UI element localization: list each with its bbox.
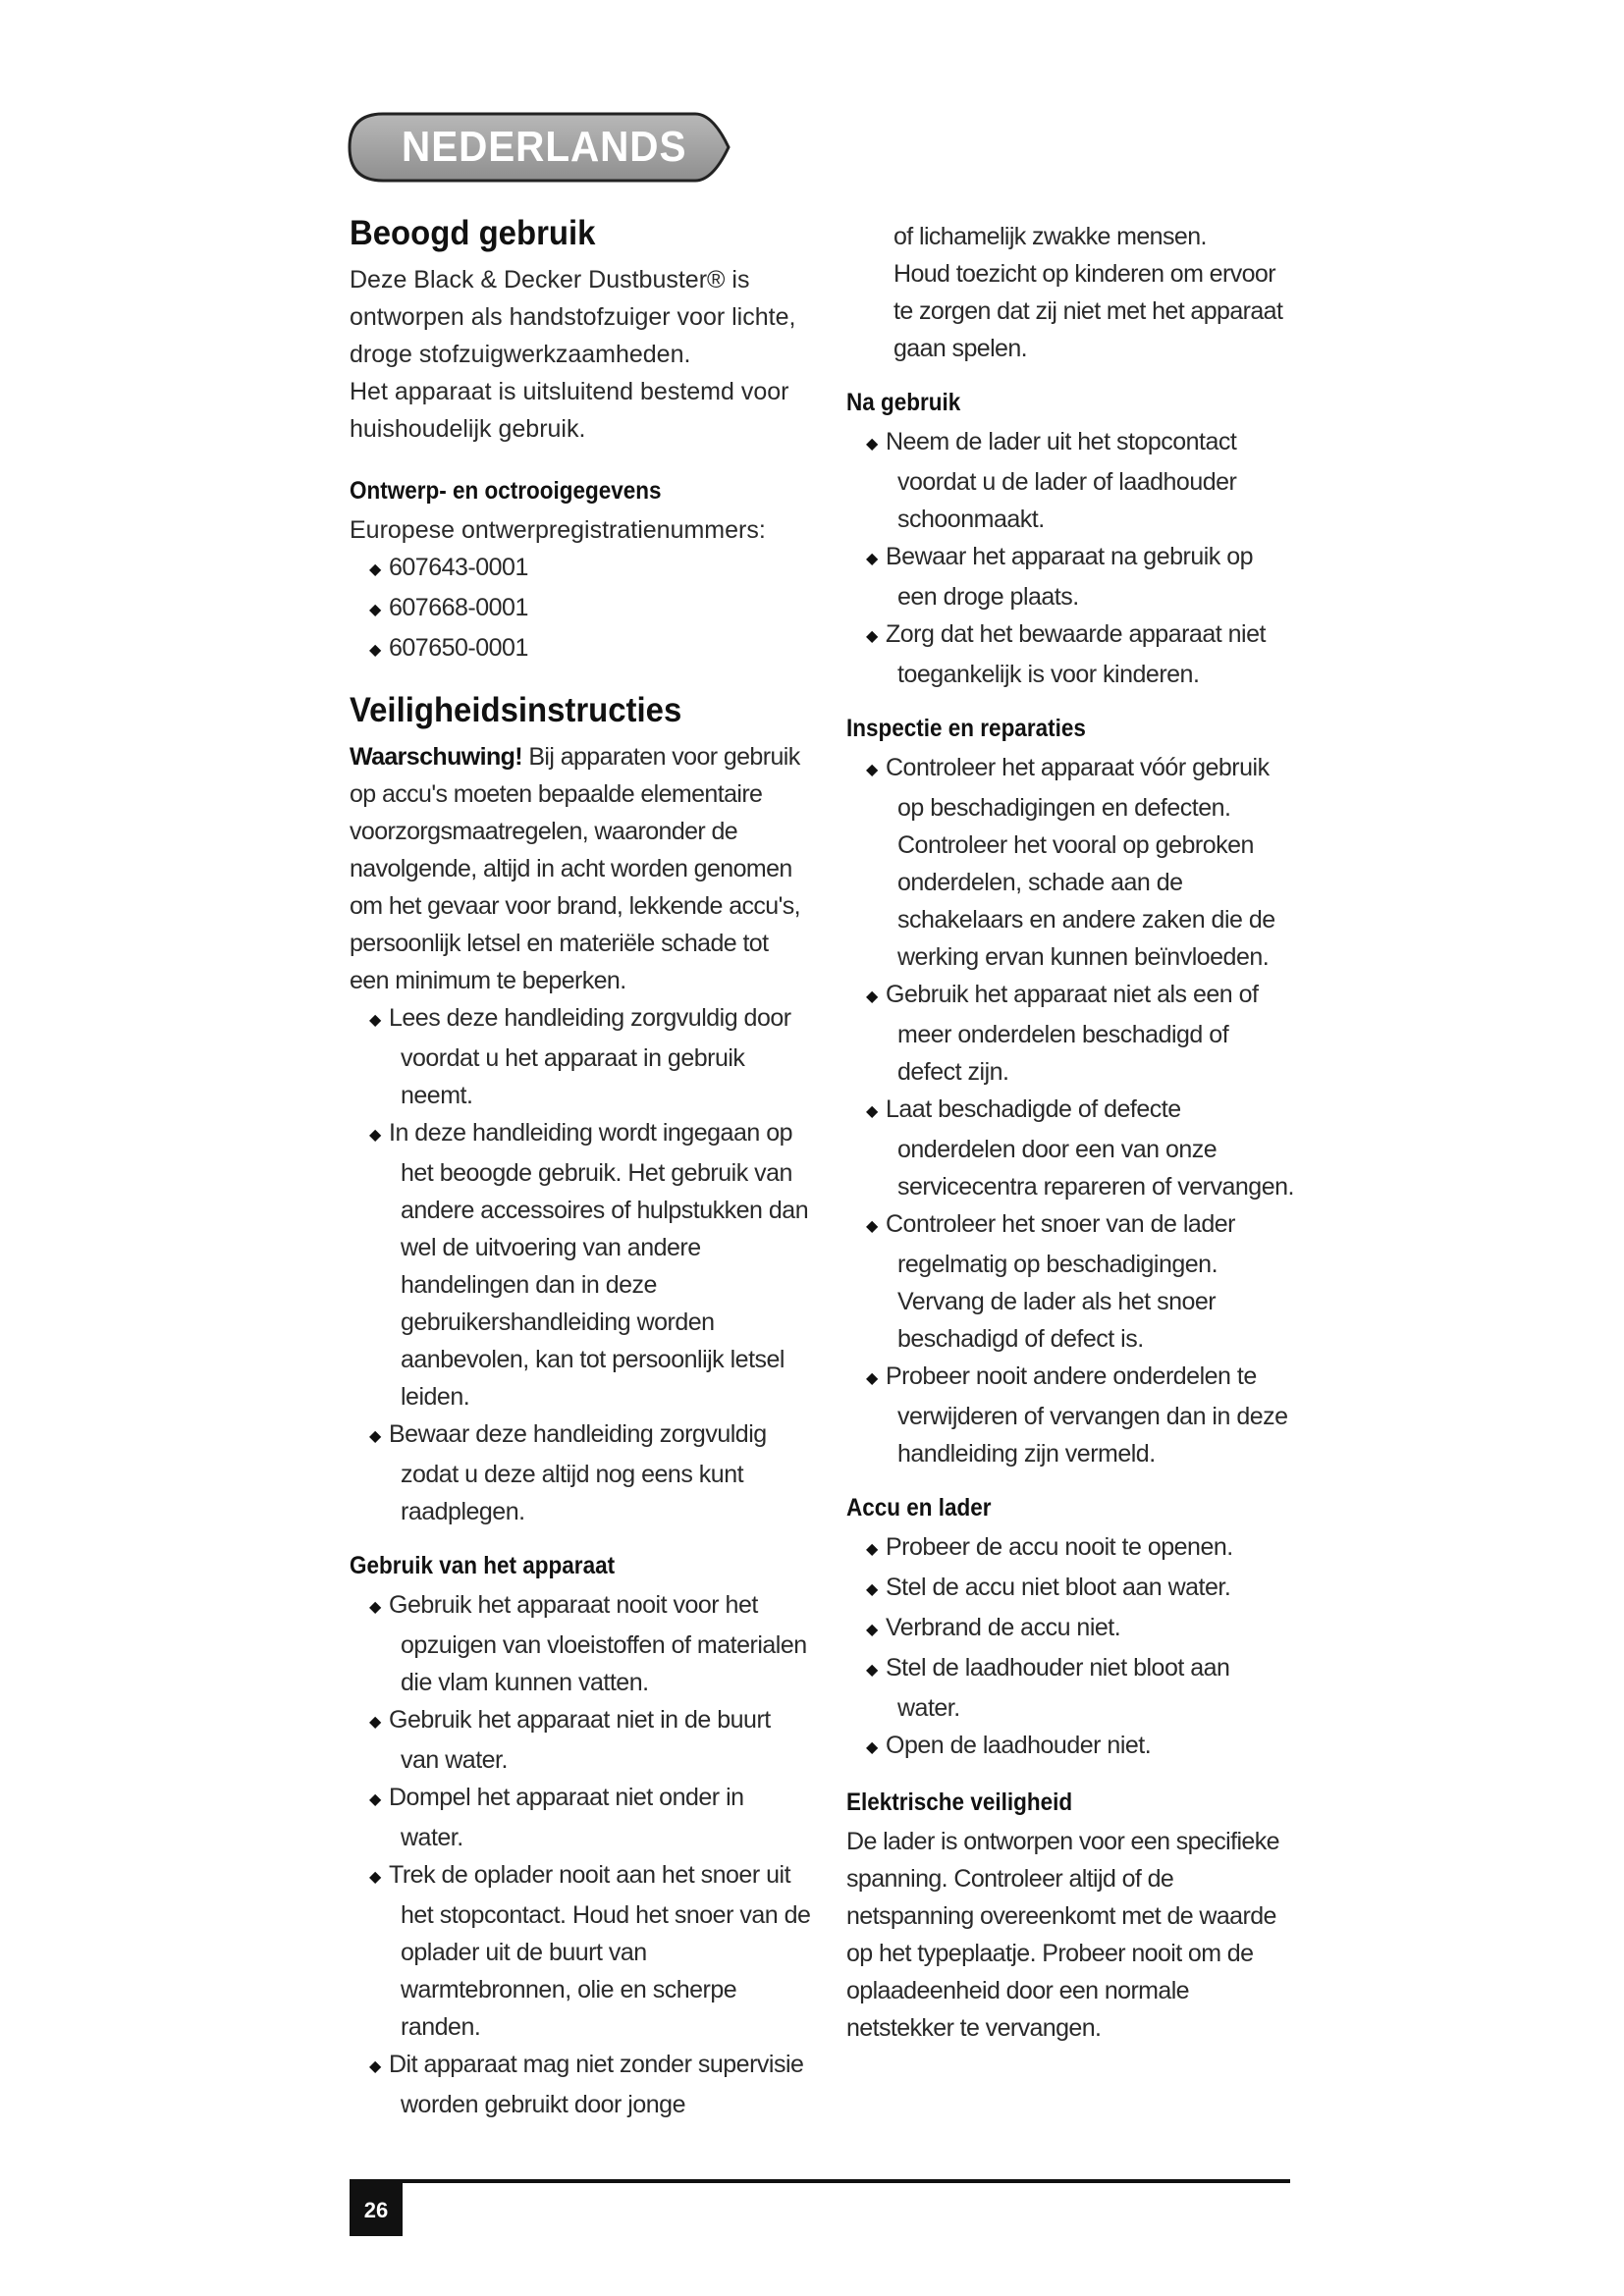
safety-heading: Veiligheidsinstructies — [350, 691, 682, 729]
diamond-bullet-icon: ◆ — [866, 1581, 878, 1598]
list-item: ◆ Controleer het snoer van de lader regelmatig op beschadigingen. Vervang de lader als het snoer beschadigd of defect is. — [866, 1210, 1235, 1353]
diamond-bullet-icon: ◆ — [369, 1599, 381, 1616]
design-heading: Ontwerp- en octrooigegevens — [350, 477, 662, 505]
list-item: ◆ Verbrand de accu niet. — [846, 1609, 1298, 1649]
list-item: ◆ Zorg dat het bewaarde apparaat niet toegankelijk is voor kinderen. — [866, 620, 1266, 688]
list-item: ◆ Probeer nooit andere onderdelen te verwijderen of vervangen dan in deze handleiding zijn vermeld. — [866, 1362, 1288, 1468]
inspection-list — [846, 749, 1298, 1472]
list-item: ◆ Stel de laadhouder niet bloot aan water. — [866, 1654, 1230, 1722]
diamond-bullet-icon: ◆ — [369, 1127, 381, 1144]
diamond-bullet-icon: ◆ — [866, 436, 878, 453]
inspection-heading: Inspectie en reparaties — [846, 715, 1086, 742]
diamond-bullet-icon: ◆ — [369, 1791, 381, 1808]
diamond-bullet-icon: ◆ — [866, 551, 878, 567]
diamond-bullet-icon: ◆ — [369, 1869, 381, 1886]
intended-use-heading: Beoogd gebruik — [350, 214, 596, 252]
warning-text: Bij apparaten voor gebruik op accu's moeten bepaalde elementaire voorzorgsmaatregelen, waaronder de navolgende, altijd in acht worden genomen om het gevaar voor brand, lekkende accu's, persoonlijk letsel en materiële schade tot een minimum te beperken. — [350, 743, 801, 994]
diamond-bullet-icon: ◆ — [369, 602, 381, 618]
design-intro: Europese ontwerpregistratienummers: — [350, 516, 766, 544]
list-item: ◆ Trek de oplader nooit aan het snoer uit het stopcontact. Houd het snoer van de oplader uit de buurt van warmtebronnen, olie en scherpe randen. — [369, 1861, 811, 2041]
diamond-bullet-icon: ◆ — [369, 642, 381, 659]
safety-list — [350, 999, 811, 1530]
diamond-bullet-icon: ◆ — [369, 1428, 381, 1445]
list-item: ◆ Laat beschadigde of defecte onderdelen door een van onze servicecentra repareren of vervangen. — [866, 1095, 1294, 1201]
diamond-bullet-icon: ◆ — [866, 1541, 878, 1558]
list-item: ◆ In deze handleiding wordt ingegaan op het beoogde gebruik. Het gebruik van andere accessoires of hulpstukken dan wel de uitvoering van andere handelingen dan in deze gebruikershandleiding worden aanbevolen, kan tot persoonlijk letsel leiden. — [369, 1119, 809, 1411]
usage-list — [350, 1586, 811, 2123]
diamond-bullet-icon: ◆ — [369, 1012, 381, 1029]
list-item: ◆ 607668-0001 — [350, 589, 811, 629]
intended-use-para-2: Het apparaat is uitsluitend bestemd voor huishoudelijk gebruik. — [350, 378, 789, 443]
diamond-bullet-icon: ◆ — [866, 1370, 878, 1387]
design-number-list — [350, 549, 811, 669]
after-use-list — [846, 423, 1298, 693]
page-number: 26 — [350, 2181, 403, 2236]
list-item: ◆ Dit apparaat mag niet zonder supervisie worden gebruikt door jonge — [369, 2051, 804, 2118]
diamond-bullet-icon: ◆ — [866, 1218, 878, 1235]
list-item: ◆ Controleer het apparaat vóór gebruik op beschadigingen en defecten. Controleer het vooral op gebroken onderdelen, schade aan de schakelaars en andere zaken die de werking ervan kunnen beïnvloeden. — [866, 754, 1275, 971]
diamond-bullet-icon: ◆ — [866, 1622, 878, 1638]
warning-label: Waarschuwing! — [350, 743, 523, 771]
diamond-bullet-icon: ◆ — [866, 988, 878, 1005]
diamond-bullet-icon: ◆ — [369, 561, 381, 578]
list-item: ◆ Lees deze handleiding zorgvuldig door voordat u het apparaat in gebruik neemt. — [369, 1004, 791, 1109]
list-item: ◆ Gebruik het apparaat nooit voor het opzuigen van vloeistoffen of materialen die vlam kunnen vatten. — [369, 1591, 807, 1696]
list-item: ◆ Stel de accu niet bloot aan water. — [846, 1569, 1298, 1609]
list-item: ◆ Probeer de accu nooit te openen. — [846, 1528, 1298, 1569]
diamond-bullet-icon: ◆ — [866, 1739, 878, 1756]
list-item: ◆ Bewaar deze handleiding zorgvuldig zodat u deze altijd nog eens kunt raadplegen. — [369, 1420, 767, 1525]
usage-heading: Gebruik van het apparaat — [350, 1552, 616, 1579]
list-item: ◆ Gebruik het apparaat niet als een of meer onderdelen beschadigd of defect zijn. — [866, 981, 1259, 1086]
language-tab — [346, 110, 732, 185]
battery-heading: Accu en lader — [846, 1494, 992, 1522]
diamond-bullet-icon: ◆ — [866, 1103, 878, 1120]
diamond-bullet-icon: ◆ — [369, 1714, 381, 1731]
after-use-heading: Na gebruik — [846, 389, 961, 416]
battery-list — [846, 1528, 1298, 1767]
electrical-text: De lader is ontworpen voor een specifieke spanning. Controleer altijd of de netspanning overeenkomt met de waarde op het typeplaatje. Probeer nooit om de oplaadeenheid door een normale netstekker te vervangen. — [846, 1828, 1279, 2042]
safety-warning — [350, 738, 811, 999]
continuation-line-1: of lichamelijk zwakke mensen. — [893, 223, 1207, 250]
right-column — [846, 218, 1298, 2047]
diamond-bullet-icon: ◆ — [369, 2058, 381, 2075]
left-column — [350, 214, 811, 2123]
list-item: ◆ Open de laadhouder niet. — [846, 1727, 1298, 1767]
diamond-bullet-icon: ◆ — [866, 762, 878, 778]
diamond-bullet-icon: ◆ — [866, 1662, 878, 1679]
diamond-bullet-icon: ◆ — [866, 628, 878, 645]
footer-rule — [350, 2179, 1290, 2183]
electrical-heading: Elektrische veiligheid — [846, 1789, 1073, 1816]
list-item: ◆ Gebruik het apparaat niet in de buurt van water. — [369, 1706, 771, 1774]
list-item: ◆ 607650-0001 — [350, 629, 811, 669]
continuation-line-2: Houd toezicht op kinderen om ervoor te zorgen dat zij niet met het apparaat gaan spelen. — [893, 260, 1283, 362]
list-item: ◆ Bewaar het apparaat na gebruik op een droge plaats. — [866, 543, 1254, 611]
list-item: ◆ Dompel het apparaat niet onder in water. — [369, 1784, 744, 1851]
list-item: ◆ Neem de lader uit het stopcontact voordat u de lader of laadhouder schoonmaakt. — [866, 428, 1237, 533]
language-label: NEDERLANDS — [402, 123, 687, 171]
list-item: ◆ 607643-0001 — [350, 549, 811, 589]
intended-use-para-1: Deze Black & Decker Dustbuster® is ontworpen als handstofzuiger voor lichte, droge stofzuigwerkzaamheden. — [350, 266, 796, 368]
